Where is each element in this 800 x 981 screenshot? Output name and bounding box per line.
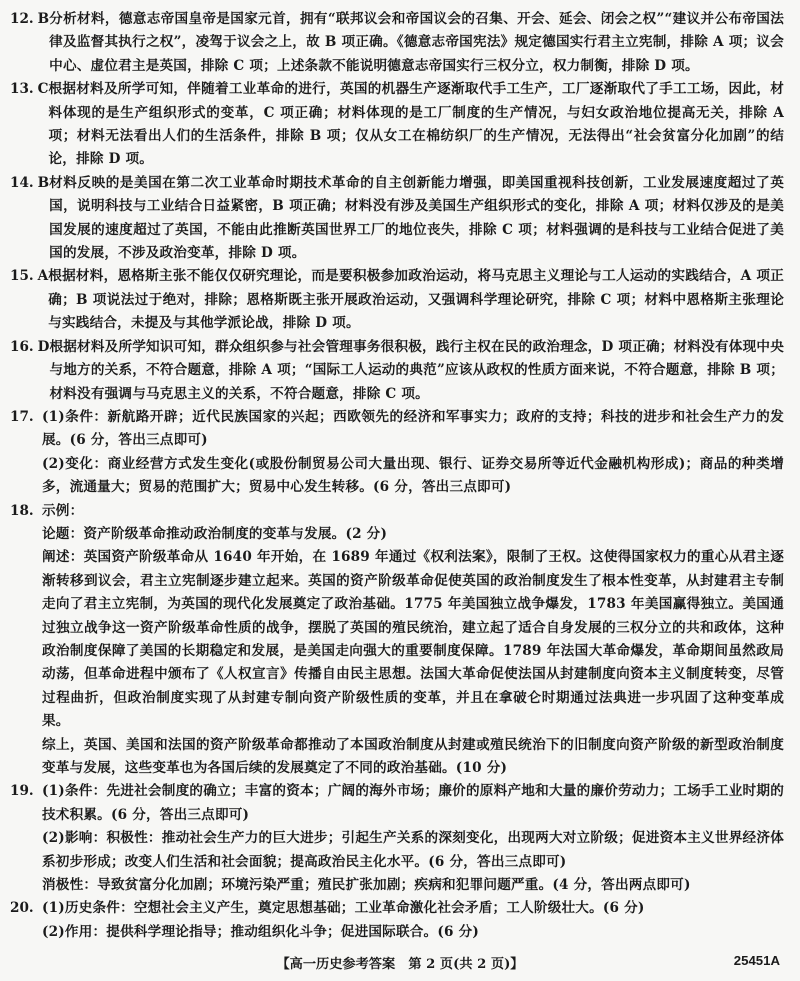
question-17 [4,406,784,500]
question-18-essay [4,523,784,780]
question-18 [4,500,784,523]
answer-part-2: (2)变化：商业经营方式发生变化(或股份制贸易公司大量出现、银行、证券交易所等近代金融机构形成)；商品的种类增多，流通量大；贸易的范围扩大；贸易中心发生转移。(6 分，答出三点即可) [42,455,784,496]
question-13 [4,78,784,172]
answer-part-1: (1)历史条件：空想社会主义产生，奠定思想基础；工业革命激化社会矛盾；工人阶级壮大。(6 分) [42,900,645,917]
question-number: 16. D [10,338,50,355]
question-number: 19. [10,783,34,800]
essay-conclusion: 综上，英国、美国和法国的资产阶级革命都推动了本国政治制度从封建或殖民统治下的旧制度向资产阶级的新型政治制度变革与发展，这些变革也为各国后续的发展奠定了不同的政治基础。(10 分) [42,736,784,776]
question-20 [4,897,784,944]
answer-text: 根据材料及所学可知，伴随着工业革命的进行，英国的机器生产逐渐取代手工生产，工厂逐渐取代了手工工场，因此，材料体现的是生产组织形式的变革，C 项正确；材料体现的是工厂制度的生产情况，与妇女政治地位提高无关，排除 A 项；材料无法看出人们的生活条件，排除 B 项；仅从女工在棉纺织厂的生产情况，无法得出“社会贫富分化加剧”的结论，排除 D 项。 [48,81,784,168]
question-14 [4,172,784,266]
page-footer [0,953,800,977]
question-number: 14. B [10,174,50,191]
question-15 [4,265,784,335]
question-number: 18. [10,502,34,519]
question-16 [4,336,784,406]
document-code: 25451A [733,953,780,968]
answer-text: 材料反映的是美国在第二次工业革命时期技术革命的自主创新能力增强，即美国重视科技创新，工业发展速度超过了英国，说明科技与工业结合日益紧密，B 项正确；材料没有涉及美国生产组织形式的变化，排除 A 项；材料仅涉及的是美国发展的速度超过了英国，不能由此推断英国世界工厂的地位丧失，排除 C 项；材料强调的是科技与工业结合促进了美国的发展，不涉及政治变革，排除 D 项。 [49,174,784,262]
answer-part-2: (2)影响：积极性：推动社会生产力的巨大进步；引起生产关系的深刻变化，出现两大对立阶级；促进资本主义世界经济体系初步形成；改变人们生活和社会面貌；提高政治民主化水平。(6 分，答出三点即可) [42,830,784,870]
answer-part-2-negative: 消极性：导致贫富分化加剧；环境污染严重；殖民扩张加剧；疾病和犯罪问题严重。(4 分，答出两点即可) [42,877,691,894]
essay-argument: 阐述：英国资产阶级革命从 1640 年开始，在 1689 年通过《权利法案》，限制了王权。这使得国家权力的重心从君主逐渐转移到议会，君主立宪制逐步建立起来。英国的资产阶级革命促使英国的政治制度发生了根本性变革，从封建君主专制走向了君主立宪制，为英国的现代化发展奠定了政治基础。1775 年美国独立战争爆发，1783 年美国赢得独立。美国通过独立战争这一资产阶级革命性质的战争，摆脱了英国的殖民统治，建立起了适合自身发展的三权分立的共和政体，这种政治制度保障了美国的长期稳定和发展，是美国走向强大的重要制度保障。1789 年法国大革命爆发，革命期间虽然政局动荡，但革命进程中颁布了《人权宣言》传播自由民主思想。法国大革命促使法国从封建制度向资本主义制度转变，尽管过程曲折，但政治制度实现了从封建专制向资产阶级性质的变革，并且在拿破仑时期通过法典进一步巩固了这种变革成果。 [42,549,784,730]
question-12 [4,8,784,78]
answer-text: 根据材料，恩格斯主张不能仅仅研究理论，而是要积极参加政治运动，将马克思主义理论与工人运动的实践结合，A 项正确；B 项说法过于绝对，排除；恩格斯既主张开展政治运动，又强调科学理论研究，排除 C 项；材料中恩格斯主张理论与实践结合，未提及与其他学派论战，排除 D 项。 [48,268,784,332]
answer-text [42,897,784,944]
answer-text: 根据材料及所学知识可知，群众组织参与社会管理事务很积极，践行主权在民的政治理念，D 项正确；材料没有体现中央与地方的关系，不符合题意，排除 A 项；“国际工人运动的典范”应该从政权的性质方面来说，不符合题意，排除 B 项；材料没有强调与马克思主义的关系，不符合题意，排除 C 项。 [49,338,784,402]
question-19 [4,780,784,897]
answer-part-1: (1)条件：先进社会制度的确立；丰富的资本；广阔的海外市场；廉价的原料产地和大量的廉价劳动力；工场手工业时期的技术积累。(6 分，答出三点即可) [42,783,784,823]
essay-thesis: 论题：资产阶级革命推动政治制度的变革与发展。(2 分) [42,525,388,542]
answer-part-1: (1)条件：新航路开辟；近代民族国家的兴起；西欧领先的经济和军事实力；政府的支持；科技的进步和社会生产力的发展。(6 分，答出三点即可) [42,408,784,449]
question-number: 15. A [10,268,49,285]
footer-label: 【高一历史参考答案 第 2 页(共 2 页)】 [276,957,524,972]
answer-text: 分析材料，德意志帝国皇帝是国家元首，拥有“联邦议会和帝国议会的召集、开会、延会、闭会之权”“建议并公布帝国法律及监督其执行之权”，凌驾于议会之上，故 B 项正确。《德意志帝国宪法》规定德国实行君主立宪制，排除 A 项；议会中心、虚位君主是英国，排除 C 项；上述条款不能说明德意志帝国实行三权分立，权力制衡，排除 D 项。 [49,11,784,74]
question-number: 17. [10,408,34,425]
answer-part-2: (2)作用：提供科学理论指导；推动组织化斗争；促进国际联合。(6 分) [42,923,479,940]
question-number: 13. C [10,81,49,98]
question-number: 12. B [10,11,50,27]
question-number: 20. [10,900,34,917]
answer-text [42,406,784,500]
answer-text: 示例： [42,502,84,519]
answer-text [42,780,784,897]
